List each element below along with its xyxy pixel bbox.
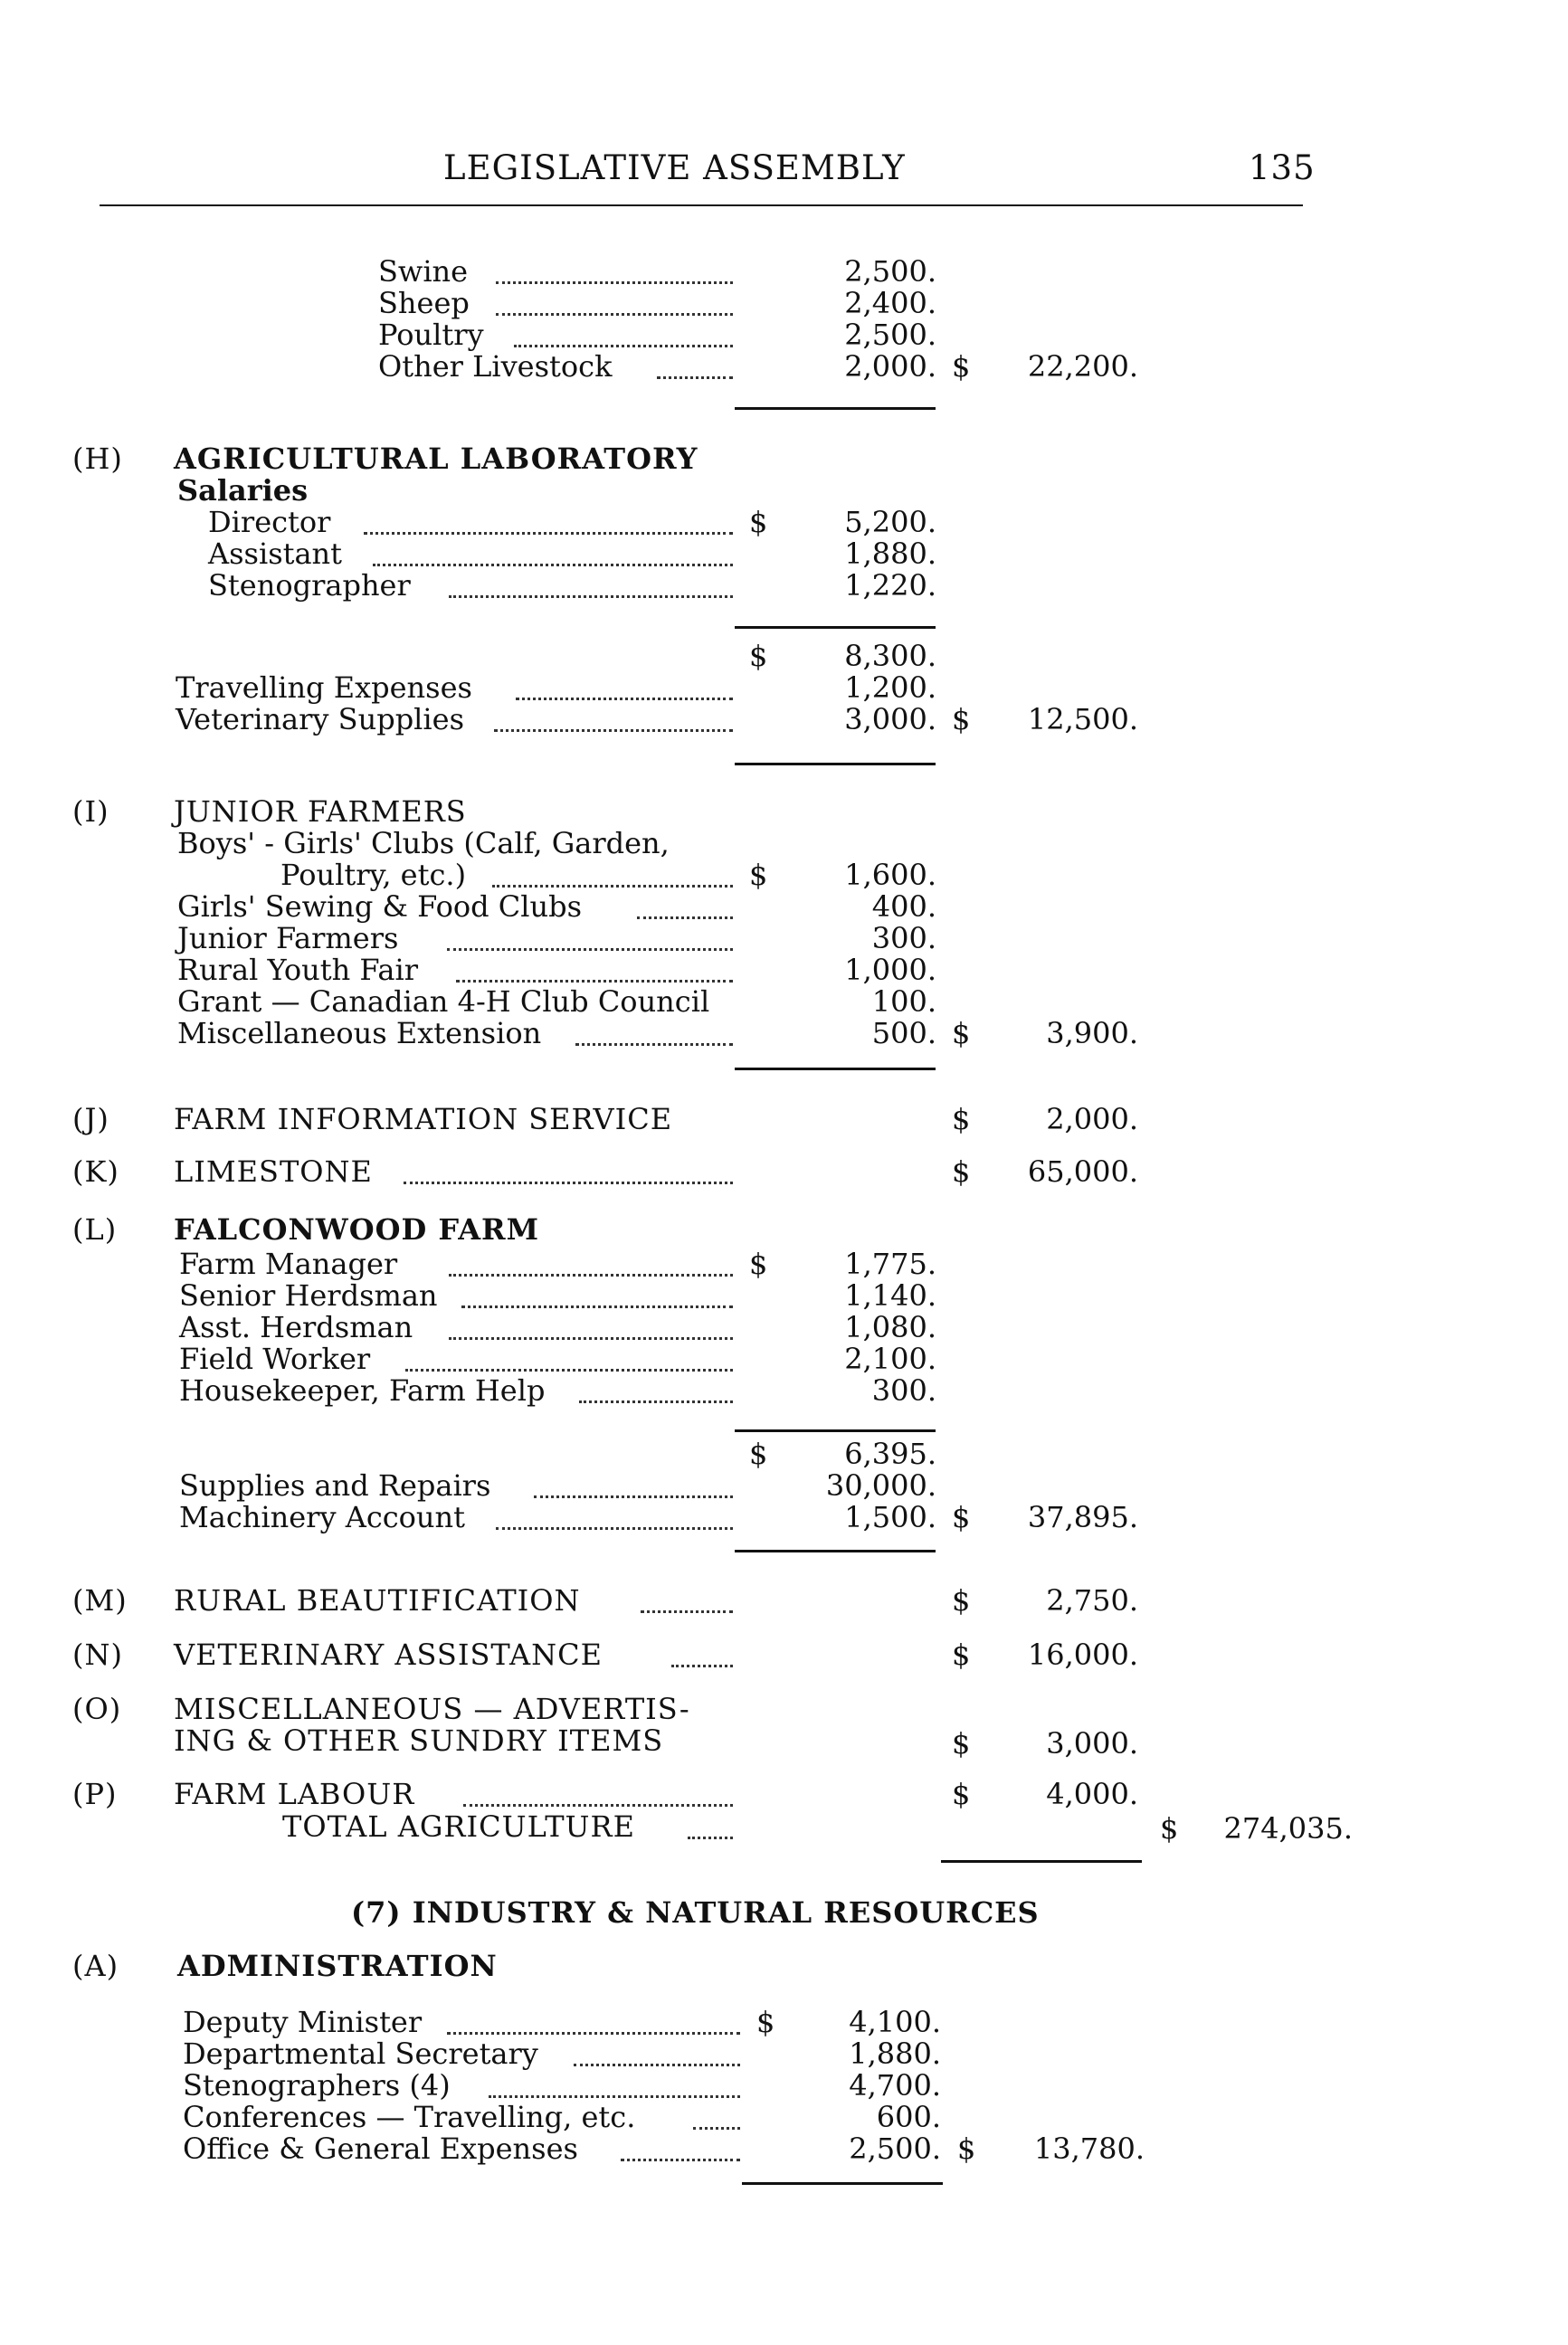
dollar-sign: $ — [952, 349, 971, 384]
amount: 2,500. — [844, 318, 936, 352]
amount: 1,080. — [844, 1310, 936, 1344]
amount: 1,000. — [844, 953, 936, 987]
leader-dots — [641, 1608, 733, 1613]
section-total: 3,000. — [1046, 1726, 1138, 1761]
section-letter: (I) — [72, 794, 109, 829]
line-label: Supplies and Repairs — [179, 1468, 491, 1503]
amount: 4,100. — [849, 2005, 941, 2039]
leader-dots — [447, 2029, 740, 2035]
dollar-sign: $ — [952, 1777, 971, 1811]
amount: 400. — [871, 889, 936, 924]
amount: 2,500. — [844, 254, 936, 289]
dollar-sign: $ — [749, 1247, 768, 1281]
subheading: Salaries — [177, 473, 309, 508]
dollar-sign: $ — [749, 858, 768, 892]
section-letter: (A) — [72, 1949, 119, 1983]
line-label: Deputy Minister — [183, 2005, 423, 2039]
section-title: RURAL BEAUTIFICATION — [174, 1583, 581, 1618]
line-label: Poultry — [378, 318, 484, 352]
dollar-sign: $ — [952, 1102, 971, 1136]
line-label: Machinery Account — [179, 1500, 465, 1534]
leader-dots — [463, 1801, 733, 1807]
dollar-sign: $ — [749, 639, 768, 673]
section-total: 22,200. — [1027, 349, 1138, 384]
line-label: Miscellaneous Extension — [177, 1016, 542, 1050]
amount: 1,500. — [844, 1500, 936, 1534]
leader-dots — [456, 977, 733, 983]
leader-dots — [637, 914, 733, 919]
section-title: VETERINARY ASSISTANCE — [174, 1638, 603, 1672]
amount: 1,200. — [844, 670, 936, 705]
line-label: Sheep — [378, 286, 470, 320]
leader-dots — [496, 279, 733, 284]
section-total: 65,000. — [1027, 1154, 1138, 1189]
amount: 2,100. — [844, 1342, 936, 1376]
dollar-sign: $ — [952, 1726, 971, 1761]
amount: 1,600. — [844, 858, 936, 892]
leader-dots — [671, 1662, 733, 1667]
leader-dots — [693, 2124, 740, 2130]
leader-dots — [496, 310, 733, 316]
line-label: Veterinary Supplies — [176, 702, 464, 736]
leader-dots — [489, 2093, 740, 2098]
dollar-sign: $ — [749, 505, 768, 539]
line-label: Field Worker — [179, 1342, 371, 1376]
section-title: JUNIOR FARMERS — [174, 794, 467, 829]
line-label: Girls' Sewing & Food Clubs — [177, 889, 582, 924]
line-label: Housekeeper, Farm Help — [179, 1373, 546, 1408]
section-letter: (P) — [72, 1777, 118, 1811]
page-title: LEGISLATIVE ASSEMBLY — [443, 148, 906, 187]
line-label: Asst. Herdsman — [179, 1310, 413, 1344]
dollar-sign: $ — [749, 1437, 768, 1471]
section-total: 37,895. — [1027, 1500, 1138, 1534]
section-title-cont: ING & OTHER SUNDRY ITEMS — [174, 1723, 664, 1758]
amount: 1,775. — [844, 1247, 936, 1281]
section-total: 2,750. — [1046, 1583, 1138, 1618]
section-title: MISCELLANEOUS — ADVERTIS- — [174, 1692, 690, 1726]
leader-dots — [516, 695, 733, 700]
leader-dots — [657, 374, 733, 379]
line-label: Farm Manager — [179, 1247, 398, 1281]
dollar-sign: $ — [952, 1638, 971, 1672]
line-label: Grant — Canadian 4-H Club Council — [177, 984, 710, 1019]
line-label: Junior Farmers — [177, 921, 399, 955]
line-label: Director — [208, 505, 331, 539]
section-title: FALCONWOOD FARM — [174, 1212, 540, 1247]
leader-dots — [575, 1040, 733, 1046]
sum-rule — [742, 2182, 943, 2185]
total-label: TOTAL AGRICULTURE — [282, 1809, 635, 1844]
section-letter: (K) — [72, 1154, 119, 1189]
leader-dots — [405, 1366, 733, 1372]
dollar-sign: $ — [1160, 1811, 1179, 1846]
line-label: Senior Herdsman — [179, 1278, 438, 1313]
section-title: LIMESTONE — [174, 1154, 373, 1189]
leader-dots — [373, 561, 733, 566]
amount: 1,140. — [844, 1278, 936, 1313]
leader-dots — [404, 1179, 733, 1184]
leader-dots — [461, 1303, 733, 1308]
section-title: FARM INFORMATION SERVICE — [174, 1102, 673, 1136]
section-title: FARM LABOUR — [174, 1777, 415, 1811]
sum-rule — [735, 1550, 936, 1552]
line-label: Departmental Secretary — [183, 2036, 538, 2071]
leader-dots — [579, 1398, 733, 1403]
grand-total: 274,035. — [1223, 1811, 1353, 1846]
line-label: Stenographer — [208, 568, 411, 603]
sum-rule — [735, 763, 936, 765]
leader-dots — [688, 1834, 733, 1839]
line-label: Stenographers (4) — [183, 2068, 451, 2103]
department-heading: (7) INDUSTRY & NATURAL RESOURCES — [351, 1895, 1040, 1930]
sum-rule — [735, 407, 936, 410]
dollar-sign: $ — [952, 702, 971, 736]
subtotal: 6,395. — [844, 1437, 936, 1471]
amount: 1,880. — [849, 2036, 941, 2071]
dollar-sign: $ — [756, 2005, 775, 2039]
leader-dots — [574, 2061, 740, 2066]
line-label: Other Livestock — [378, 349, 613, 384]
amount: 300. — [871, 921, 936, 955]
section-letter: (L) — [72, 1212, 118, 1247]
leader-dots — [449, 593, 733, 598]
section-total: 4,000. — [1046, 1777, 1138, 1811]
amount: 300. — [871, 1373, 936, 1408]
page-number: 135 — [1249, 148, 1316, 187]
section-title: AGRICULTURAL LABORATORY — [174, 441, 698, 476]
section-letter: (M) — [72, 1583, 128, 1618]
leader-dots — [534, 1493, 733, 1498]
line-label: Poultry, etc.) — [280, 858, 467, 892]
leader-dots — [494, 726, 733, 732]
section-letter: (O) — [72, 1692, 122, 1726]
section-letter: (N) — [72, 1638, 123, 1672]
dollar-sign: $ — [957, 2131, 976, 2166]
amount: 3,000. — [844, 702, 936, 736]
line-label: Rural Youth Fair — [177, 953, 418, 987]
leader-dots — [492, 882, 733, 888]
sum-rule — [735, 1429, 936, 1432]
section-total: 16,000. — [1027, 1638, 1138, 1672]
leader-dots — [514, 342, 733, 347]
subtotal: 8,300. — [844, 639, 936, 673]
amount: 500. — [871, 1016, 936, 1050]
section-total: 2,000. — [1046, 1102, 1138, 1136]
leader-dots — [496, 1524, 733, 1530]
line-label: Conferences — Travelling, etc. — [183, 2100, 636, 2134]
amount: 2,500. — [849, 2131, 941, 2166]
amount: 2,400. — [844, 286, 936, 320]
amount: 100. — [871, 984, 936, 1019]
dollar-sign: $ — [952, 1583, 971, 1618]
section-total: 12,500. — [1027, 702, 1138, 736]
header-rule — [100, 204, 1303, 206]
leader-dots — [447, 945, 733, 951]
dollar-sign: $ — [952, 1154, 971, 1189]
section-total: 13,780. — [1033, 2131, 1145, 2166]
sum-rule — [735, 626, 936, 629]
section-total: 3,900. — [1046, 1016, 1138, 1050]
line-label: Boys' - Girls' Clubs (Calf, Garden, — [177, 826, 670, 860]
amount: 1,880. — [844, 536, 936, 571]
section-title: ADMINISTRATION — [177, 1949, 498, 1983]
dollar-sign: $ — [952, 1500, 971, 1534]
section-letter: (J) — [72, 1102, 109, 1136]
amount: 4,700. — [849, 2068, 941, 2103]
line-label: Assistant — [208, 536, 343, 571]
leader-dots — [621, 2156, 740, 2161]
leader-dots — [364, 529, 733, 535]
line-label: Travelling Expenses — [176, 670, 472, 705]
sum-rule — [735, 1068, 936, 1070]
section-letter: (H) — [72, 441, 123, 476]
sum-rule — [941, 1860, 1142, 1863]
amount: 1,220. — [844, 568, 936, 603]
amount: 5,200. — [844, 505, 936, 539]
amount: 2,000. — [844, 349, 936, 384]
leader-dots — [449, 1271, 733, 1277]
line-label: Swine — [378, 254, 469, 289]
line-label: Office & General Expenses — [183, 2131, 578, 2166]
amount: 30,000. — [825, 1468, 936, 1503]
amount: 600. — [876, 2100, 941, 2134]
dollar-sign: $ — [952, 1016, 971, 1050]
leader-dots — [449, 1334, 733, 1340]
